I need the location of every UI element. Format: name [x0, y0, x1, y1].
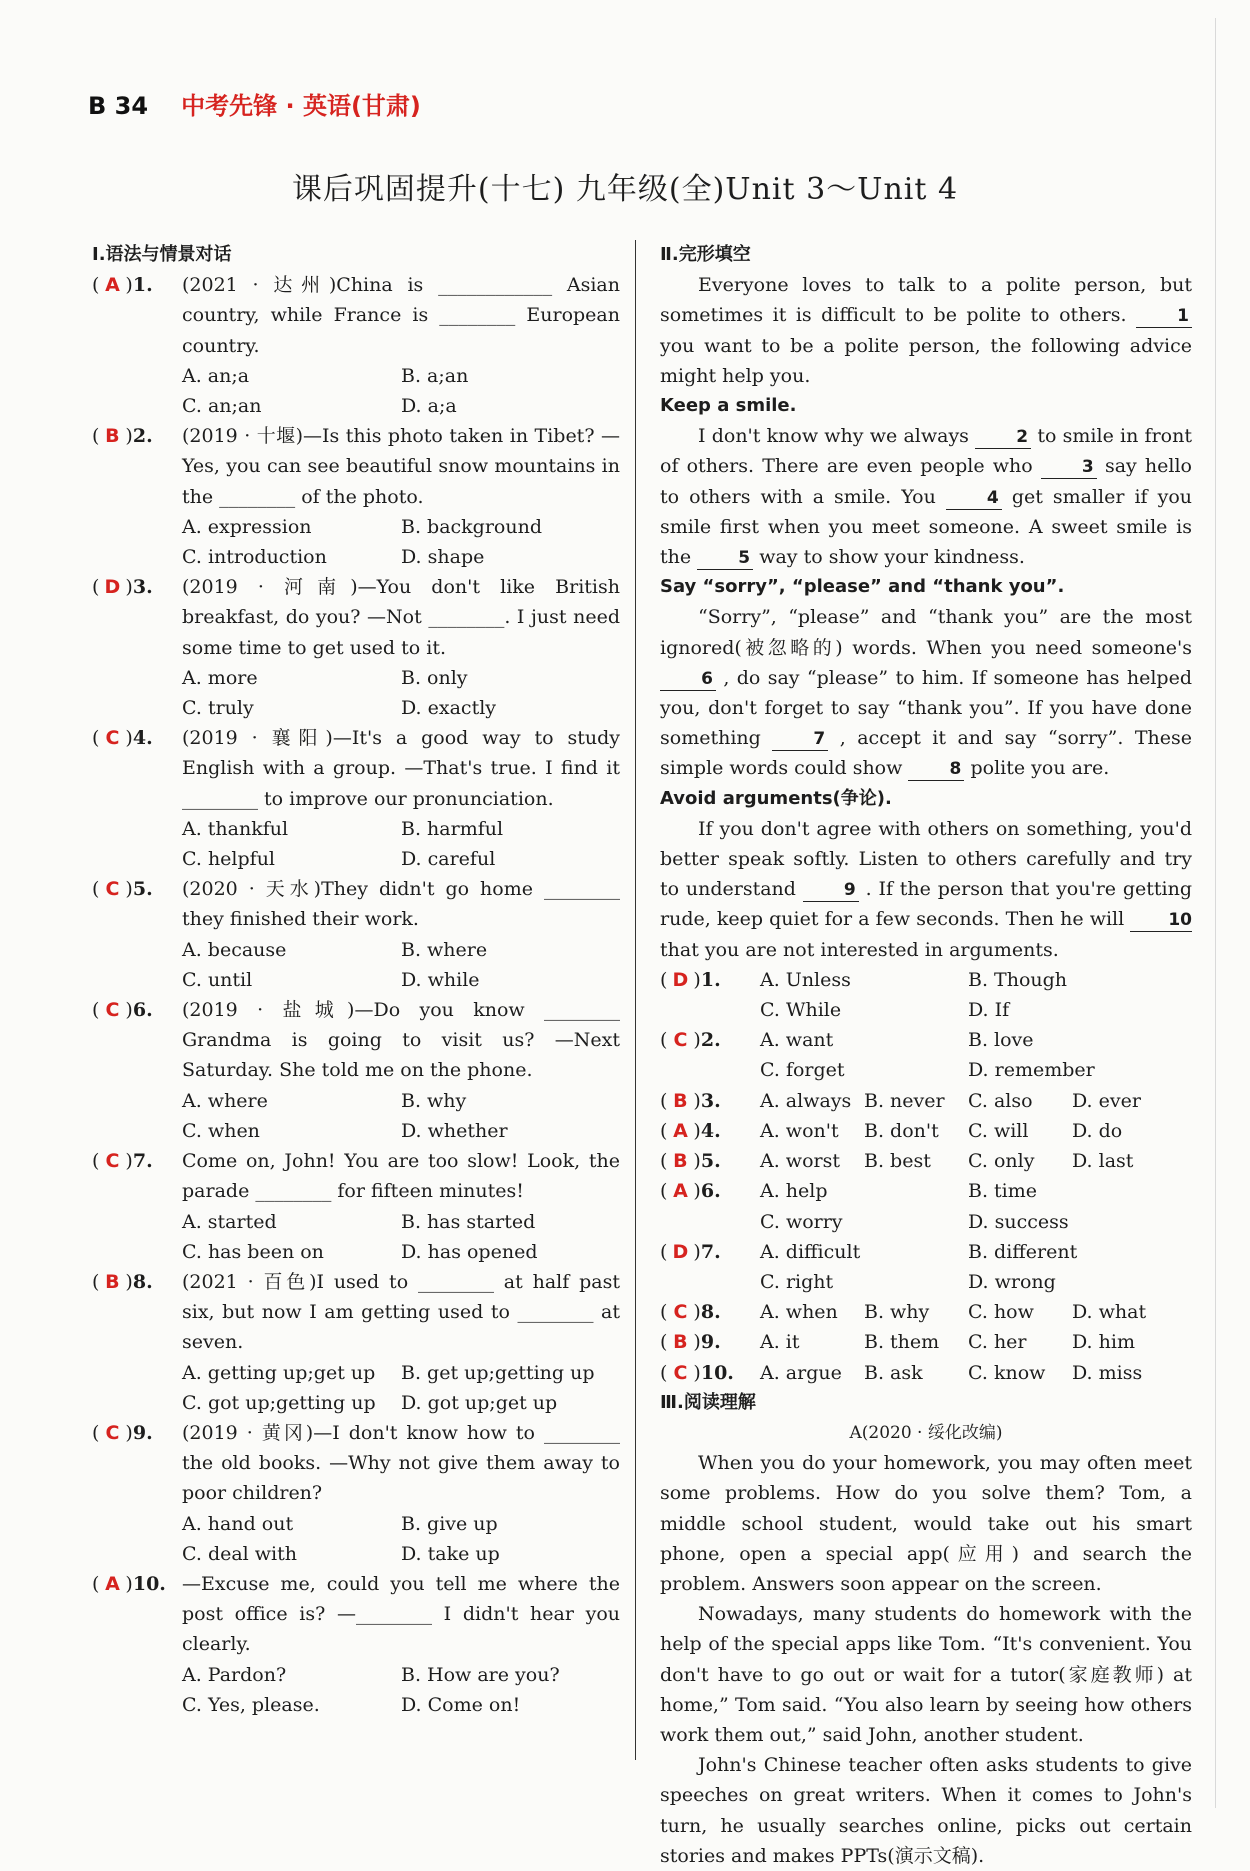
option: C. deal with	[182, 1542, 298, 1565]
option: B. Though	[968, 968, 1068, 991]
answer-mark: A	[673, 1119, 688, 1142]
answer-mark: A	[673, 1180, 688, 1203]
answer-mark: C	[673, 1361, 688, 1384]
answer-mark: D	[672, 1240, 689, 1263]
option-list	[760, 965, 1192, 1025]
option: D. ever	[1072, 1089, 1141, 1112]
question-body	[182, 1418, 620, 1569]
reading-paragraph: John's Chinese teacher often asks students to give speeches on great writers. When it comes to John's turn, he usually searches online, picks out certain stories and makes PPTs(演示文稿).	[660, 1754, 1192, 1867]
question-number: 10.	[700, 1361, 734, 1384]
question-body	[182, 995, 620, 1146]
option: D. a;a	[401, 395, 457, 418]
answer-slot: ( D )7.	[660, 1237, 760, 1297]
question-text: China is ____________ Asian country, while France is ________ European country.	[182, 274, 620, 357]
cloze-text: that you are not interested in arguments.	[660, 938, 1059, 961]
question-body	[182, 1569, 620, 1720]
page-edge	[1215, 18, 1216, 1808]
question-number: 5.	[132, 878, 153, 901]
option: C. introduction	[182, 546, 327, 569]
page-number: B 34	[88, 92, 149, 120]
cloze-blank: 9	[803, 879, 859, 902]
cloze-text: to smile in front of others. There are even people who	[660, 425, 1192, 478]
question-text: —It's a good way to study English with a group. —That's true. I find it ________ to improve our pronunciation.	[182, 727, 620, 810]
option: A. more	[182, 666, 258, 689]
cloze-blank: 5	[697, 547, 753, 570]
option: B. get up;getting up	[401, 1361, 595, 1384]
option: B. harmful	[401, 817, 504, 840]
answer-mark: C	[105, 1150, 120, 1173]
option: A. started	[182, 1210, 277, 1233]
answer-slot: ( B )9.	[660, 1327, 760, 1357]
option: B. a;an	[401, 364, 469, 387]
cloze-answer-row	[660, 1176, 1192, 1236]
cloze-answer-row	[660, 1297, 1192, 1327]
answer-slot: ( B )8.	[92, 1267, 182, 1418]
reading-paragraph: Nowadays, many students do homework with the help of the special apps like Tom. “It's convenient. You don't have to go out or wait for a tutor(家庭教师) at home,” Tom said. “You also learn by seeing how others work them out,” said John, another student.	[660, 1603, 1192, 1746]
option-list	[760, 1025, 1192, 1085]
answer-slot: ( C )4.	[92, 723, 182, 874]
cloze-text: I don't know why we always	[698, 425, 969, 448]
option: B. How are you?	[401, 1663, 560, 1686]
answer-slot: ( B )3.	[660, 1086, 760, 1116]
question-source: (2019 · 黄冈)	[182, 1421, 314, 1444]
question-source: (2019 · 十堰)	[182, 425, 304, 448]
option: C. her	[968, 1331, 1027, 1354]
answer-mark: C	[105, 878, 120, 901]
cloze-paragraph-3	[660, 602, 1192, 783]
question-item	[92, 1267, 620, 1418]
question-text: —Excuse me, could you tell me where the post office is? —________ I didn't hear you clearly.	[182, 1572, 620, 1656]
cloze-blank: 10	[1130, 909, 1192, 932]
cloze-text: , do say “please” to him. If someone has helped you, don't forget to say “thank you”. If you have done something	[660, 666, 1192, 750]
answer-slot: ( C )8.	[660, 1297, 760, 1327]
answer-slot: ( A )6.	[660, 1176, 760, 1236]
question-number: 4.	[700, 1119, 721, 1142]
question-body	[182, 1267, 620, 1418]
section1-questions	[92, 270, 620, 1720]
answer-slot: ( C )9.	[92, 1418, 182, 1569]
option: D. careful	[401, 848, 496, 871]
answer-slot: ( C )7.	[92, 1146, 182, 1267]
answer-slot: ( C )5.	[92, 874, 182, 995]
cloze-answers	[660, 965, 1192, 1388]
question-number: 6.	[700, 1180, 721, 1203]
question-item	[92, 1146, 620, 1267]
cloze-text: get smaller if you smile first when you meet someone. A sweet smile is the	[660, 485, 1192, 569]
option: B. never	[864, 1089, 945, 1112]
answer-mark: C	[673, 1029, 688, 1052]
answer-mark: B	[105, 425, 120, 448]
answer-slot: ( A )10.	[92, 1569, 182, 1720]
question-number: 3.	[132, 576, 153, 599]
option: A. expression	[182, 515, 312, 538]
option: C. has been on	[182, 1240, 324, 1263]
answer-mark: D	[672, 968, 689, 991]
option: D. him	[1072, 1331, 1135, 1354]
question-number: 9.	[132, 1421, 153, 1444]
option-list	[760, 1327, 1192, 1357]
option: D. has opened	[401, 1240, 538, 1263]
cloze-text: , accept it and say “sorry”. These simple words could show	[660, 727, 1193, 780]
cloze-blank: 3	[1041, 456, 1097, 479]
option: B. where	[401, 938, 488, 961]
option-list	[760, 1297, 1192, 1327]
answer-slot: ( D )3.	[92, 572, 182, 723]
question-body	[182, 421, 620, 572]
question-number: 1.	[700, 968, 721, 991]
question-stem	[182, 572, 620, 663]
option: D. If	[968, 999, 1010, 1022]
option: D. do	[1072, 1119, 1123, 1142]
option-list	[182, 935, 620, 995]
option: A. when	[760, 1301, 838, 1324]
question-text: They didn't go home ________ they finished their work.	[182, 878, 620, 931]
answer-mark: C	[105, 1421, 120, 1444]
question-body	[182, 723, 620, 874]
question-source: (2019 · 河南)	[182, 576, 358, 599]
option: A. want	[760, 1029, 834, 1052]
cloze-answer-row	[660, 1327, 1192, 1357]
cloze-text: If you don't agree with others on something, you'd better speak softly. Listen to others carefully and try to understand	[660, 817, 1192, 901]
option-list	[182, 1207, 620, 1267]
question-source: (2019 · 盐城)	[182, 999, 355, 1022]
question-text: —You don't like British breakfast, do you? —Not ________. I just need some time to get used to it.	[182, 576, 620, 659]
question-stem	[182, 995, 620, 1086]
cloze-answer-row	[660, 1116, 1192, 1146]
option-list	[182, 512, 620, 572]
cloze-text: Everyone loves to talk to a polite person, but sometimes it is difficult to be polite to others.	[660, 274, 1192, 327]
cloze-subheading-2: Say “sorry”, “please” and “thank you”.	[660, 576, 1065, 598]
question-item	[92, 995, 620, 1146]
book-title: 中考先锋 · 英语(甘肃)	[181, 92, 421, 120]
cloze-subheading-1: Keep a smile.	[660, 395, 797, 417]
option: A. hand out	[182, 1512, 294, 1535]
question-number: 6.	[132, 999, 153, 1022]
passage-title: A(2020 · 绥化改编)	[849, 1422, 1003, 1443]
answer-slot: ( D )1.	[660, 965, 760, 1025]
answer-mark: B	[673, 1331, 688, 1354]
answer-mark: C	[673, 1301, 688, 1324]
option: B. background	[401, 515, 543, 538]
option: C. when	[182, 1119, 260, 1142]
option: A. Pardon?	[182, 1663, 287, 1686]
reading-paragraph: When you do your homework, you may often meet some problems. How do you solve them? Tom, a middle school student, would take out his smart phone, open a special app(应用) and search the problem. Answers soon appear on the screen.	[660, 1452, 1192, 1595]
option-list	[760, 1358, 1192, 1388]
option: A. always	[760, 1089, 852, 1112]
question-number: 3.	[700, 1089, 721, 1112]
page-header	[88, 86, 421, 121]
option: C. Yes, please.	[182, 1693, 320, 1716]
cloze-text: “Sorry”, “please” and “thank you” are the most ignored(被忽略的) words. When you need someone's	[660, 606, 1192, 659]
option: B. best	[864, 1150, 931, 1173]
question-text: I used to ________ at half past six, but now I am getting used to ________ at seven.	[182, 1270, 620, 1354]
question-item	[92, 572, 620, 723]
option: C. know	[968, 1361, 1046, 1384]
cloze-answer-row	[660, 1358, 1192, 1388]
option-list	[182, 1660, 620, 1720]
cloze-text: you want to be a polite person, the following advice might help you.	[660, 334, 1192, 387]
option-list	[182, 1358, 620, 1418]
answer-slot: ( B )2.	[92, 421, 182, 572]
option: B. different	[968, 1240, 1078, 1263]
right-column	[660, 240, 1192, 1871]
cloze-blank: 7	[772, 728, 828, 751]
cloze-answer-row	[660, 1146, 1192, 1176]
option: C. got up;getting up	[182, 1391, 376, 1414]
cloze-paragraph-2	[660, 421, 1192, 572]
answer-slot: ( C )2.	[660, 1025, 760, 1085]
cloze-paragraph-4	[660, 814, 1192, 965]
question-stem	[182, 1418, 620, 1509]
option: A. worst	[760, 1150, 840, 1173]
question-source: (2021 · 百色)	[182, 1270, 317, 1293]
question-stem	[182, 723, 620, 814]
cloze-text: say hello to others with a smile. You	[660, 455, 1193, 508]
cloze-text: way to show your kindness.	[759, 546, 1025, 569]
option-list	[760, 1146, 1192, 1176]
cloze-blank: 8	[908, 758, 964, 781]
question-item	[92, 1418, 620, 1569]
cloze-blank: 4	[946, 487, 1002, 510]
answer-mark: B	[105, 1270, 120, 1293]
answer-slot: ( A )1.	[92, 270, 182, 421]
option: D. take up	[401, 1542, 500, 1565]
cloze-text: . If the person that you're getting rude, keep quiet for a few seconds. Then he will	[660, 878, 1192, 931]
cloze-answer-row	[660, 1237, 1192, 1297]
cloze-blank: 6	[660, 668, 716, 691]
question-body	[182, 1146, 620, 1267]
option: D. whether	[401, 1119, 508, 1142]
question-source: (2019 · 襄阳)	[182, 727, 333, 750]
answer-mark: C	[105, 999, 120, 1022]
option-list	[760, 1176, 1192, 1236]
option: B. has started	[401, 1210, 536, 1233]
option: A. because	[182, 938, 287, 961]
option: A. argue	[760, 1361, 842, 1384]
option-list	[182, 1509, 620, 1569]
question-stem	[182, 1569, 620, 1660]
option-list	[182, 663, 620, 723]
option: D. what	[1072, 1301, 1147, 1324]
option: D. while	[401, 968, 480, 991]
cloze-paragraph-1	[660, 270, 1192, 391]
option: A. help	[760, 1180, 828, 1203]
option: C. truly	[182, 697, 254, 720]
answer-slot: ( C )10.	[660, 1358, 760, 1388]
option: B. don't	[864, 1119, 939, 1142]
option: C. worry	[760, 1210, 843, 1233]
question-item	[92, 874, 620, 995]
option: D. shape	[401, 546, 485, 569]
option: C. only	[968, 1150, 1035, 1173]
option: A. where	[182, 1089, 268, 1112]
option: C. also	[968, 1089, 1033, 1112]
question-number: 7.	[700, 1240, 721, 1263]
option: B. ask	[864, 1361, 923, 1384]
cloze-blank: 2	[975, 426, 1031, 449]
question-stem	[182, 1267, 620, 1358]
question-item	[92, 723, 620, 874]
question-number: 10.	[132, 1572, 166, 1595]
answer-mark: B	[673, 1089, 688, 1112]
question-number: 8.	[700, 1301, 721, 1324]
option: A. Unless	[760, 968, 851, 991]
option-list	[760, 1237, 1192, 1297]
answer-mark: A	[105, 1572, 120, 1595]
question-body	[182, 874, 620, 995]
option: C. forget	[760, 1059, 845, 1082]
option-list	[182, 361, 620, 421]
option: C. will	[968, 1119, 1029, 1142]
question-text: —Do you know ________ Grandma is going to visit us? —Next Saturday. She told me on the phone.	[182, 999, 620, 1082]
column-divider	[635, 240, 636, 1760]
option: C. While	[760, 999, 842, 1022]
option: C. how	[968, 1301, 1034, 1324]
question-item	[92, 421, 620, 572]
cloze-answer-row	[660, 1086, 1192, 1116]
option: D. last	[1072, 1150, 1134, 1173]
section3-heading: Ⅲ.阅读理解	[660, 1391, 756, 1413]
answer-slot: ( C )6.	[92, 995, 182, 1146]
question-number: 7.	[132, 1150, 153, 1173]
answer-mark: D	[104, 576, 121, 599]
question-stem	[182, 874, 620, 934]
cloze-text: polite you are.	[970, 757, 1110, 780]
cloze-answer-row	[660, 1025, 1192, 1085]
option: C. helpful	[182, 848, 276, 871]
option-list	[760, 1116, 1192, 1146]
question-item	[92, 270, 620, 421]
question-stem	[182, 270, 620, 361]
option: D. got up;get up	[401, 1391, 558, 1414]
reading-passage	[660, 1448, 1192, 1871]
question-number: 9.	[700, 1331, 721, 1354]
question-source: (2021 · 达州)	[182, 274, 337, 297]
option: B. give up	[401, 1512, 498, 1535]
option-list	[182, 1086, 620, 1146]
option: B. love	[968, 1029, 1034, 1052]
option: A. an;a	[182, 364, 250, 387]
question-number: 5.	[700, 1150, 721, 1173]
option: A. difficult	[760, 1240, 861, 1263]
option: B. only	[401, 666, 468, 689]
answer-slot: ( A )4.	[660, 1116, 760, 1146]
question-number: 2.	[700, 1029, 721, 1052]
option: D. wrong	[968, 1270, 1056, 1293]
question-stem	[182, 1146, 620, 1206]
option: A. getting up;get up	[182, 1361, 376, 1384]
option: C. right	[760, 1270, 834, 1293]
question-number: 8.	[132, 1270, 153, 1293]
option: D. Come on!	[401, 1693, 521, 1716]
option: A. won't	[760, 1119, 839, 1142]
left-column	[92, 240, 620, 1720]
answer-mark: A	[105, 274, 120, 297]
question-text: —I don't know how to ________ the old books. —Why not give them away to poor children?	[182, 1421, 620, 1505]
option: B. why	[401, 1089, 467, 1112]
option: D. exactly	[401, 697, 497, 720]
option-list	[760, 1086, 1192, 1116]
option: C. until	[182, 968, 253, 991]
option-list	[182, 814, 620, 874]
answer-mark: B	[673, 1150, 688, 1173]
option: B. why	[864, 1301, 930, 1324]
question-number: 1.	[132, 274, 153, 297]
answer-mark: C	[105, 727, 120, 750]
cloze-blank: 1	[1136, 305, 1192, 328]
question-item	[92, 1569, 620, 1720]
page-title: 课后巩固提升(十七) 九年级(全)Unit 3～Unit 4	[291, 172, 959, 207]
question-text: Come on, John! You are too slow! Look, the parade ________ for fifteen minutes!	[182, 1150, 620, 1203]
question-stem	[182, 421, 620, 512]
question-text: —Is this photo taken in Tibet? —Yes, you can see beautiful snow mountains in the ________ of the photo.	[182, 425, 620, 508]
section1-heading: Ⅰ.语法与情景对话	[92, 244, 232, 265]
option: C. an;an	[182, 395, 262, 418]
question-source: (2020 · 天水)	[182, 878, 322, 901]
option: D. success	[968, 1210, 1069, 1233]
question-number: 2.	[132, 425, 153, 448]
option: A. it	[760, 1331, 800, 1354]
answer-slot: ( B )5.	[660, 1146, 760, 1176]
cloze-answer-row	[660, 965, 1192, 1025]
option: D. remember	[968, 1059, 1095, 1082]
option: B. time	[968, 1180, 1038, 1203]
option: B. them	[864, 1331, 940, 1354]
option: A. thankful	[182, 817, 289, 840]
question-number: 4.	[132, 727, 153, 750]
cloze-subheading-3: Avoid arguments(争论).	[660, 787, 892, 809]
question-body	[182, 572, 620, 723]
section2-heading: Ⅱ.完形填空	[660, 244, 751, 265]
option: D. miss	[1072, 1361, 1143, 1384]
question-body	[182, 270, 620, 421]
